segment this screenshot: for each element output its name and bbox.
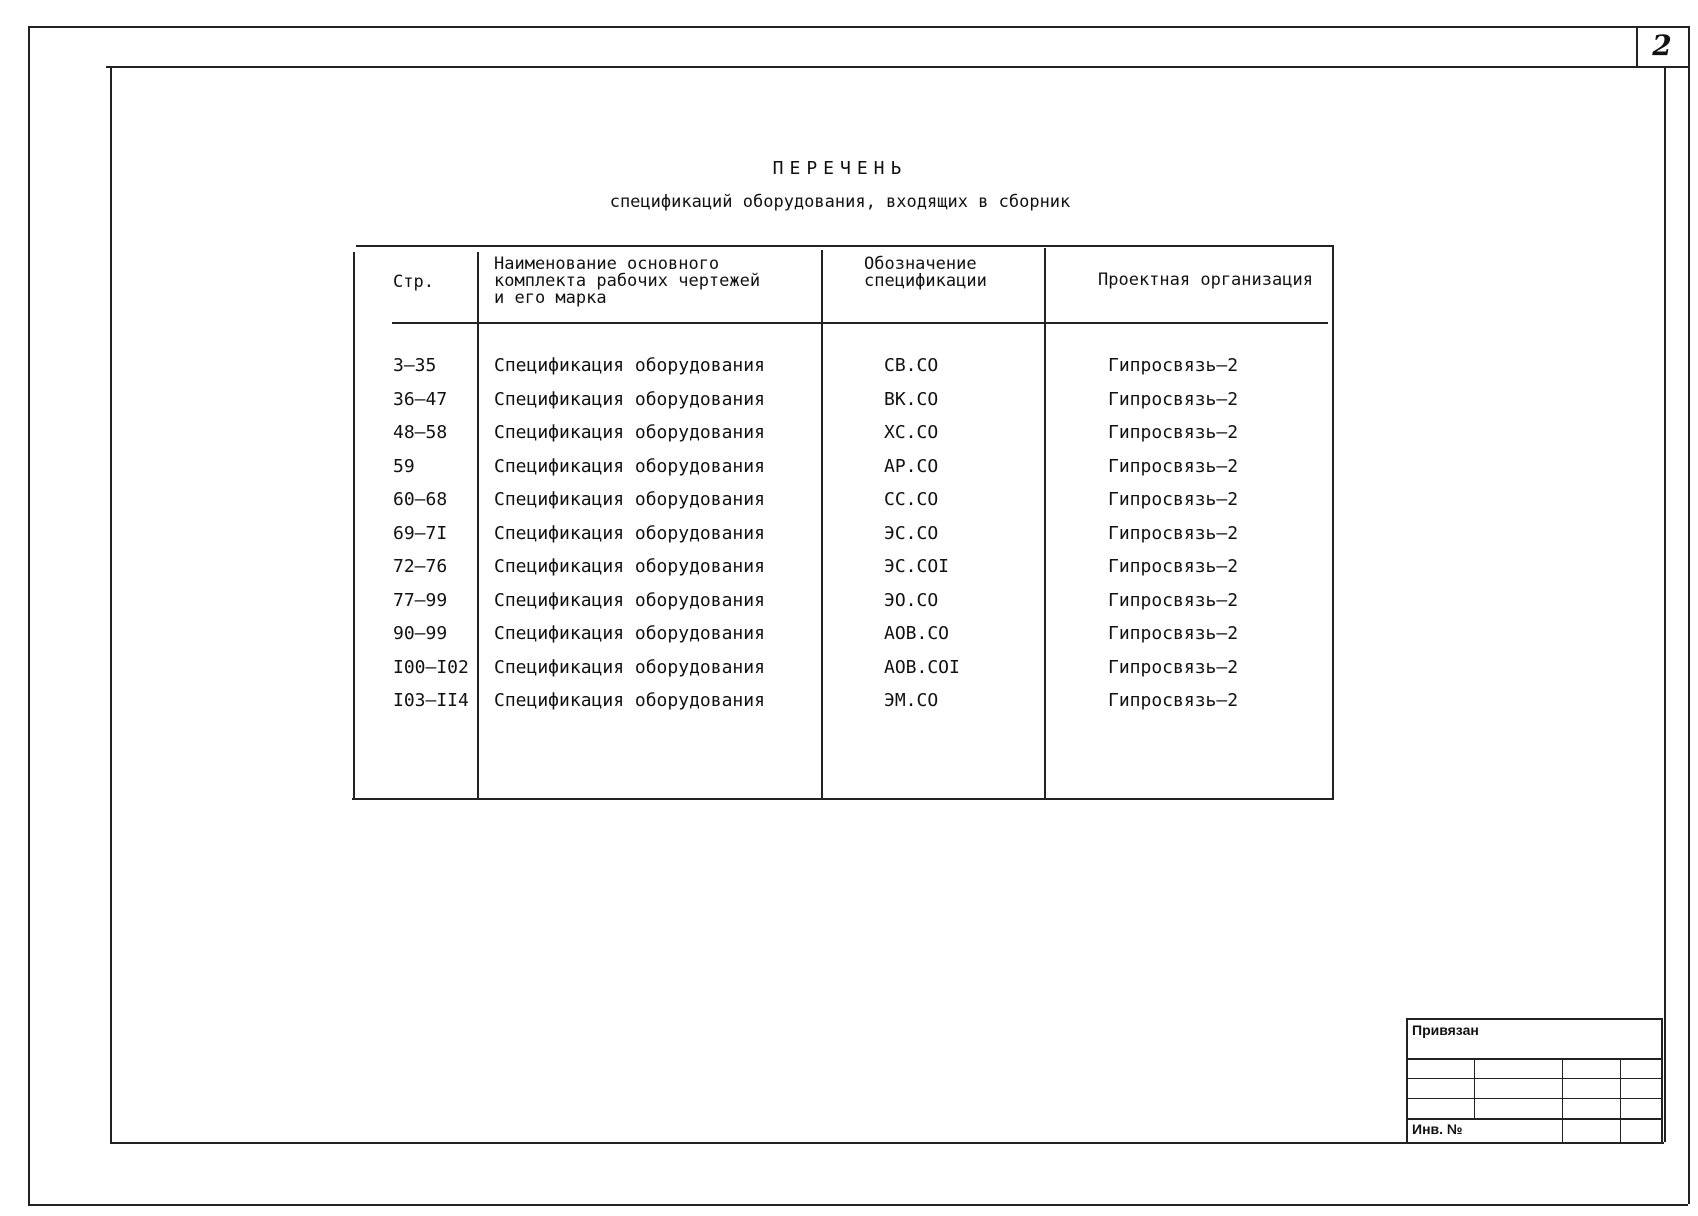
header-separator xyxy=(392,322,1328,324)
document-title: ПЕРЕЧЕНЬ xyxy=(772,158,908,179)
stamp-attached-label: Привязан xyxy=(1412,1022,1479,1038)
row-organization: Гипросвязь–2 xyxy=(1108,422,1239,443)
row-designation: ЭО.СО xyxy=(884,590,939,611)
row-designation: СС.СО xyxy=(884,489,939,510)
page-number: 2 xyxy=(1652,29,1672,62)
stamp-col-line-3 xyxy=(1620,1058,1621,1142)
row-page: I03–II4 xyxy=(393,690,469,711)
row-organization: Гипросвязь–2 xyxy=(1108,657,1239,678)
outer-frame-top xyxy=(28,26,1688,28)
row-page: 36–47 xyxy=(393,389,448,410)
table-top-border xyxy=(356,245,1332,247)
stamp-row-line-4 xyxy=(1406,1118,1662,1120)
table-bottom-border xyxy=(352,798,1334,800)
row-designation: АОВ.СО xyxy=(884,623,950,644)
row-organization: Гипросвязь–2 xyxy=(1108,355,1239,376)
row-name: Спецификация оборудования xyxy=(494,489,765,510)
stamp-col-line-1 xyxy=(1474,1058,1475,1118)
inner-frame-left xyxy=(110,66,112,1142)
header-organization: Проектная организация xyxy=(1098,270,1313,290)
row-page: 3–35 xyxy=(393,355,437,376)
row-organization: Гипросвязь–2 xyxy=(1108,489,1239,510)
row-designation: ХС.СО xyxy=(884,422,939,443)
row-page: 60–68 xyxy=(393,489,448,510)
row-name: Спецификация оборудования xyxy=(494,657,765,678)
row-designation: АР.СО xyxy=(884,456,939,477)
row-page: 48–58 xyxy=(393,422,448,443)
row-page: 90–99 xyxy=(393,623,448,644)
row-page: 72–76 xyxy=(393,556,448,577)
row-page: 59 xyxy=(393,456,415,477)
header-name: Наименование основного комплекта рабочих чертежей и его марка xyxy=(494,254,761,308)
document-subtitle: спецификаций оборудования, входящих в сборник xyxy=(609,192,1071,212)
stamp-left-border xyxy=(1406,1018,1408,1142)
row-name: Спецификация оборудования xyxy=(494,422,765,443)
row-organization: Гипросвязь–2 xyxy=(1108,523,1239,544)
row-organization: Гипросвязь–2 xyxy=(1108,389,1239,410)
stamp-row-line-2 xyxy=(1406,1078,1662,1079)
row-name: Спецификация оборудования xyxy=(494,590,765,611)
header-designation: Обозначение спецификации xyxy=(864,254,987,291)
row-designation: ВК.СО xyxy=(884,389,939,410)
stamp-col-line-2 xyxy=(1562,1058,1563,1142)
stamp-right-border xyxy=(1661,1018,1663,1142)
outer-frame-bottom xyxy=(28,1204,1688,1206)
row-name: Спецификация оборудования xyxy=(494,556,765,577)
row-designation: СВ.СО xyxy=(884,355,939,376)
header-page: Стр. xyxy=(393,272,434,292)
row-organization: Гипросвязь–2 xyxy=(1108,456,1239,477)
col-divider-3 xyxy=(1044,248,1046,798)
outer-frame-left xyxy=(28,26,30,1204)
stamp-row-line-3 xyxy=(1406,1098,1662,1099)
row-organization: Гипросвязь–2 xyxy=(1108,623,1239,644)
row-page: I00–I02 xyxy=(393,657,469,678)
col-divider-1 xyxy=(477,252,479,798)
stamp-top-border xyxy=(1406,1018,1662,1020)
row-designation: ЭС.СОI xyxy=(884,556,950,577)
row-page: 77–99 xyxy=(393,590,448,611)
row-organization: Гипросвязь–2 xyxy=(1108,590,1239,611)
row-designation: ЭМ.СО xyxy=(884,690,939,711)
table-right-border xyxy=(1332,245,1334,798)
row-name: Спецификация оборудования xyxy=(494,355,765,376)
stamp-inventory-label: Инв. № xyxy=(1412,1121,1463,1137)
row-name: Спецификация оборудования xyxy=(494,690,765,711)
inner-frame-top xyxy=(106,66,1688,68)
table-left-border xyxy=(353,252,355,798)
row-name: Спецификация оборудования xyxy=(494,623,765,644)
row-designation: ЭС.СО xyxy=(884,523,939,544)
row-name: Спецификация оборудования xyxy=(494,389,765,410)
col-divider-2 xyxy=(821,250,823,798)
row-name: Спецификация оборудования xyxy=(494,523,765,544)
row-organization: Гипросвязь–2 xyxy=(1108,556,1239,577)
row-name: Спецификация оборудования xyxy=(494,456,765,477)
stamp-row-line-1 xyxy=(1406,1058,1662,1060)
inner-frame-right xyxy=(1664,66,1666,1142)
inner-frame-bottom xyxy=(110,1142,1664,1144)
row-organization: Гипросвязь–2 xyxy=(1108,690,1239,711)
outer-frame-right xyxy=(1688,26,1690,1204)
row-page: 69–7I xyxy=(393,523,448,544)
row-designation: АОВ.СОI xyxy=(884,657,960,678)
